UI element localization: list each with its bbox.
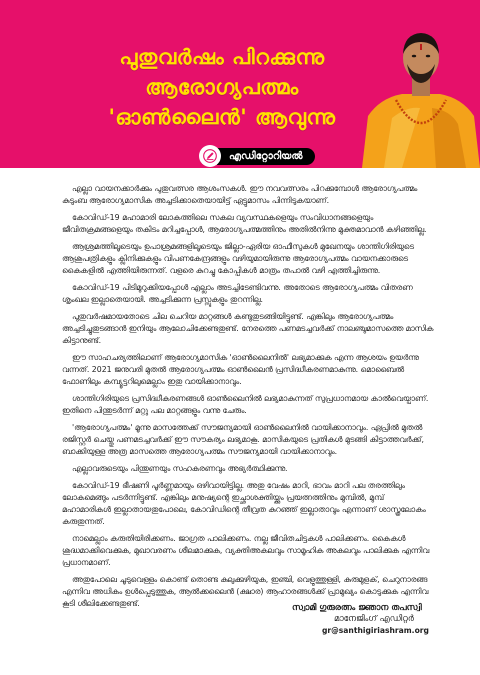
paragraph: കോവിഡ്-19 മഹാമാരി ലോകത്തിലെ സകല വ്യവസ്ഥകളെയും സംവിധാനങ്ങളെയും ജീവിതക്രമങ്ങളെയും തകിടം മറിച്ചപ്പോൾ, ആരോഗ്യപത്മത്തിനും അതിൽനിന്നു മുക്തമാവാൻ കഴിഞ്ഞില്ല. xyxy=(62,213,427,234)
pen-icon xyxy=(199,145,221,167)
author-email[interactable]: gr@santhigiriashram.org xyxy=(322,626,429,635)
headline xyxy=(92,42,352,132)
paragraph: കോവിഡ്-19 ഭീഷണി പൂർണ്ണമായും ഒഴിവായിട്ടില്ല. അതു വേഷം മാറി, ഭാവം മാറി പല തരത്തിലും ലോകമെങ്ങും പടർന്നിട്ടുണ്ട്. എങ്കിലും മനുഷ്യന്റെ ഇച്ഛാശക്തിയ്ക്കും പ്രയത്നത്തിനും മുമ്പിൽ, മുമ്പ് മഹാമാരികൾ ഇല്ലാതായതുപോലെ, കോവിഡിന്റെ തീവ്രത കുറഞ്ഞ് ഇല്ലാതാവും എന്നാണ് ശാസ്ത്രലോകം കരുതുന്നത്. xyxy=(62,481,426,526)
author-role: മാനേജിംഗ് എഡിറ്റർ xyxy=(334,614,414,624)
paragraph: ഈ സാഹചര്യത്തിലാണ് ആരോഗ്യമാസിക 'ഓൺലൈനിൽ' ലഭ്യമാക്കുക എന്ന ആശയം ഉയർന്നു വന്നത്. 2021 ജനുവരി മുതൽ ആരോഗ്യപത്മം ഓൺലൈൻ പ്രസിദ്ധീകരണമാകുന്നു. മൊബൈൽ ഫോണിലും കമ്പ്യൂട്ടറിലുമെല്ലാം ഇതു വായിക്കാനാവും. xyxy=(62,353,419,386)
author-portrait xyxy=(362,20,480,168)
paragraph: ആശ്രമത്തിലൂടെയും ഉപാശ്രമങ്ങളിലൂടെയും ജില്ലാ-ഏരിയ ഓഫീസുകൾ മുഖേനയും ശാന്തിഗിരിയുടെ ആശുപത്രികളും ക്ലിനിക്കുകളും വിപണകേന്ദ്രങ്ങളും വഴിയുമായിരുന്നു ആരോഗ്യപത്മം വായനക്കാരുടെ കൈകളിൽ എത്തിയിരുന്നത്. വളരെ കുറച്ചു കോപ്പികൾ മാത്രം തപാൽ വഴി എത്തിച്ചിരുന്നു. xyxy=(62,242,414,275)
header-banner xyxy=(0,0,480,168)
headline-line-3: 'ഓൺലൈൻ' ആവുന്നു xyxy=(108,105,336,129)
editorial-label: എഡിറ്റോറിയൽ xyxy=(217,148,315,165)
paragraph: എല്ലാ വായനക്കാർക്കും പുതുവത്സര ആശംസകൾ. ഈ നവവത്സരം പിറക്കുമ്പോൾ ആരോഗ്യപത്മം കുടുംബ ആരോഗ്യമാസിക അച്ചടിക്കാതെയായിട്ട് ഏട്ടുമാസം പിന്നിടുകയാണ്. xyxy=(62,184,418,205)
headline-line-1: പുതുവർഷം പിറക്കുന്നു xyxy=(119,45,325,69)
author-name: സ്വാമി ഗുരുരത്നം ജ്ഞാന തപസ്വി xyxy=(292,603,422,613)
paragraph: 'ആരോഗ്യപത്മം' മൂന്നു മാസത്തേക്ക് സൗജന്യമായി ഓൺലൈനിൽ വായിക്കാനാവും. ഏപ്രിൽ മുതൽ രജിസ്റ്റർ ചെയ്തു പണമടച്ചവർക്ക് ഈ സൗകര്യം ലഭ്യമാകൂ. മാസികയുടെ പ്രതികൾ മുടങ്ങി കിട്ടാത്തവർക്ക്, ബാക്കിയുള്ള അത്ര മാസത്തെ ആരോഗ്യപത്മം സൗജന്യമായി വായിക്കാനാവും. xyxy=(62,423,424,456)
editorial-badge xyxy=(199,146,315,166)
signature-block xyxy=(292,603,442,636)
paragraph: അതുപോലെ ചൂടുവെള്ളം കൊണ്ട് തൊണ്ട കുലുക്കുഴിയുക, ഇഞ്ചി, വെളുത്തുള്ളി, കുരുമുളക്, ചെറുനാരങ്ങ എന്നിവ അധികം ഉൾപ്പെടുത്തുക, ആൽക്കലൈൻ (ക്ഷാര) ആഹാരങ്ങൾക്ക് പ്രാമുഖ്യം കൊടുക്കുക എന്നിവ കൂടി ശീലിക്കേണ്ടതുണ്ട്. xyxy=(62,575,429,608)
paragraph: കോവിഡ്-19 പിടിമുറുക്കിയപ്പോൾ എല്ലാം അടച്ചിടേണ്ടിവന്നു. അതോടെ ആരോഗ്യപത്മം വിതരണ ശൃംഖല ഇല്ലാതെയായി. അച്ചടിക്കുന്ന പ്രസ്സുകളും തുറന്നില്ല. xyxy=(62,283,413,304)
paragraph: എല്ലാവരുടെയും പിന്തുണയും സഹകരണവും അഭ്യർത്ഥിക്കുന്നു. xyxy=(72,464,288,473)
headline-line-2: ആരോഗ്യപത്മം xyxy=(145,75,299,99)
paragraph: നാമെല്ലാം കരുതിയിരിക്കണം. ജാഗ്രത പാലിക്കണം. നല്ല ജീവിതചിട്ടകൾ പാലിക്കണം. കൈകൾ ശുദ്ധമാക്കിവെക്കുക, മുഖാവരണം ശീലമാക്കുക, വ്യക്തിഅകലവും സാമൂഹിക അകലവും പാലിക്കുക എന്നിവ പ്രധാനമാണ്. xyxy=(62,534,430,567)
paragraph: ശാന്തിഗിരിയുടെ പ്രസിദ്ധീകരണങ്ങൾ ഓൺലൈനിൽ ലഭ്യമാകുന്നത് സുപ്രധാനമായ കാൽവെയ്പാണ്. ഇതിനെ പിന്തുടർന്ന് മറ്റു പല മാറ്റങ്ങളും വന്നു ചേരും. xyxy=(62,394,429,415)
paragraph: പുതുവർഷമായതോടെ ചില ചെറിയ മാറ്റങ്ങൾ കണ്ടുതുടങ്ങിയിട്ടുണ്ട്. എങ്കിലും ആരോഗ്യപത്മം അച്ചടിച്ചുതുടങ്ങാൻ ഇനിയും ആലോചിക്കേണ്ടതുണ്ട്. നേരത്തെ പണമടച്ചവർക്ക് നാലഞ്ചുമാസത്തെ മാസിക കിട്ടാനുണ്ട്. xyxy=(62,312,434,345)
editorial-body xyxy=(62,183,434,615)
